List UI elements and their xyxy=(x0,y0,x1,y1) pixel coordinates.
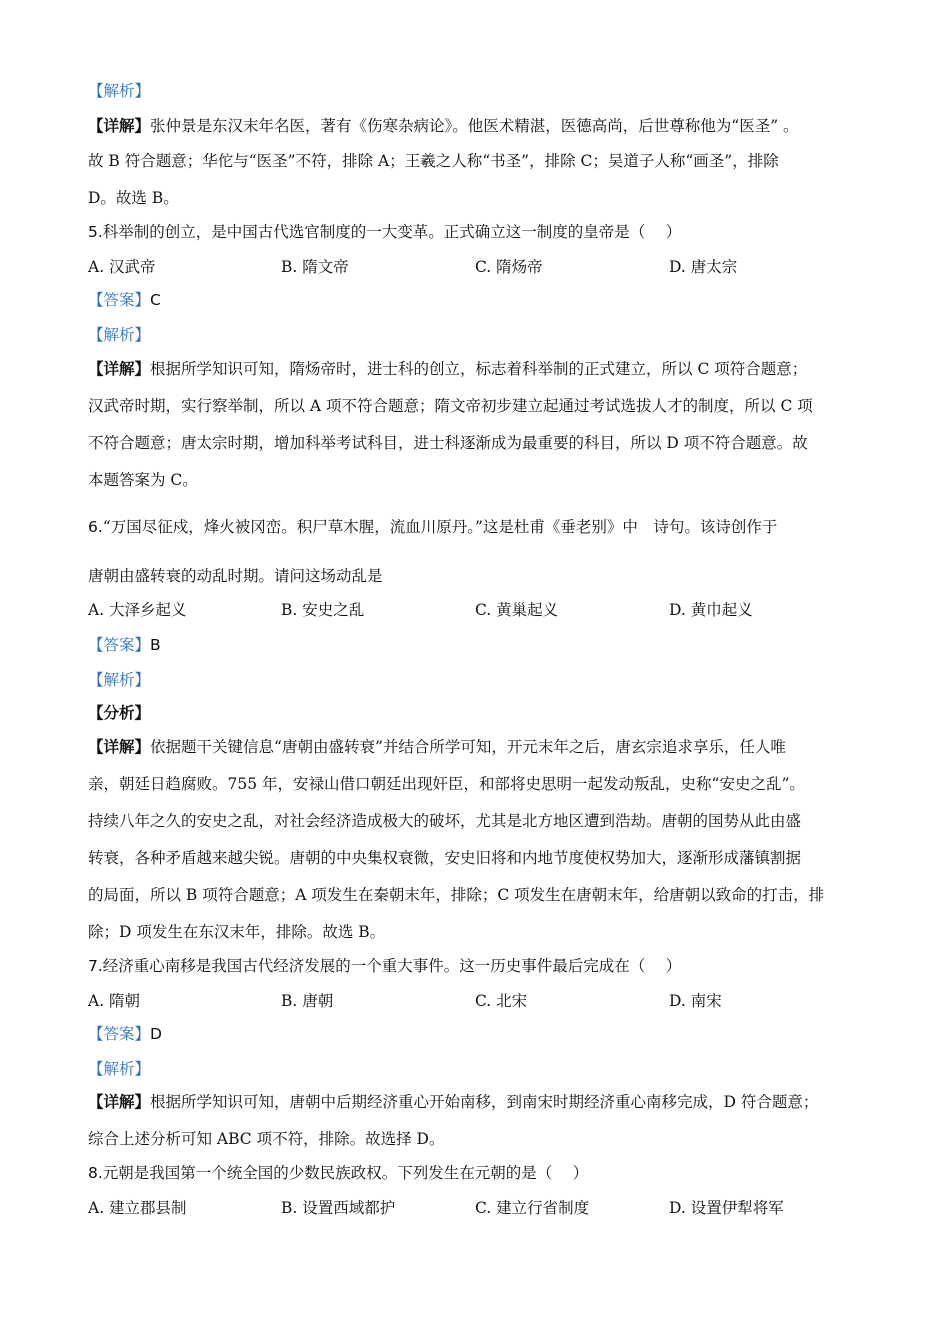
fenxi-tag: 【分析】 xyxy=(88,703,151,722)
option-a: A. 建立郡县制 xyxy=(88,1199,187,1217)
detail-line: 的局面，所以 B 项符合题意；A 项发生在秦朝末年，排除；C 项发生在唐朝末年，给唐朝以致命的打击，排 xyxy=(88,886,825,904)
option-b: B. 设置西域都护 xyxy=(281,1199,396,1217)
detail-tag: 【详解】 xyxy=(88,737,151,756)
question-number: 6. xyxy=(88,518,103,536)
answer-value: C xyxy=(150,291,161,309)
detail-tag: 【详解】 xyxy=(88,1092,151,1111)
answer-tag: 【答案】 xyxy=(88,291,151,309)
detail-line: 亲，朝廷日趋腐败。755 年，安禄山借口朝廷出现奸臣，和部将史思明一起发动叛乱，史称“安史之乱”。 xyxy=(88,775,805,793)
analysis-tag: 【解析】 xyxy=(88,82,151,100)
analysis-label xyxy=(88,325,150,345)
option-c: C. 建立行省制度 xyxy=(475,1199,590,1217)
detail-line: 本题答案为 C。 xyxy=(88,471,198,489)
question-text: 经济重心南移是我国古代经济发展的一个重大事件。这一历史事件最后完成在（ ） xyxy=(102,957,682,975)
option-d: D. 南宋 xyxy=(669,992,722,1010)
analysis-label xyxy=(88,81,150,101)
option-b: B. 唐朝 xyxy=(281,992,334,1010)
detail-text: 根据所学知识可知，隋炀帝时，进士科的创立，标志着科举制的正式建立，所以 C 项符合题意； xyxy=(150,360,808,378)
option-c: C. 隋炀帝 xyxy=(475,258,543,276)
analysis-tag: 【解析】 xyxy=(88,671,151,689)
question-number: 7. xyxy=(88,957,103,975)
analysis-label xyxy=(88,1059,150,1079)
option-c: C. 北宋 xyxy=(475,992,528,1010)
detail-tag: 【详解】 xyxy=(88,116,151,135)
detail-line: 故 B 符合题意；华佗与“医圣”不符，排除 A；王羲之人称“书圣”，排除 C；吴道子人称“画圣”，排除 xyxy=(88,152,779,170)
option-d: D. 设置伊犁将军 xyxy=(669,1199,784,1217)
detail-text: 张仲景是东汉末年名医，著有《伤寒杂病论》。他医术精湛，医德高尚，后世尊称他为“医圣” 。 xyxy=(150,117,799,135)
answer-tag: 【答案】 xyxy=(88,1025,151,1043)
option-b: B. 隋文帝 xyxy=(281,258,349,276)
analysis-label xyxy=(88,670,150,690)
question-number: 8. xyxy=(88,1164,103,1182)
answer-line xyxy=(88,635,161,655)
analysis-tag: 【解析】 xyxy=(88,326,151,344)
question-6-stem xyxy=(88,517,777,537)
option-a: A. 汉武帝 xyxy=(88,258,156,276)
detail-line: 综合上述分析可知 ABC 项不符，排除。故选择 D。 xyxy=(88,1130,445,1148)
analysis-tag: 【解析】 xyxy=(88,1060,151,1078)
question-6-stem-cont: 唐朝由盛转衰的动乱时期。请问这场动乱是 xyxy=(88,567,383,585)
answer-line xyxy=(88,290,161,310)
answer-line xyxy=(88,1024,162,1044)
detail-text: 依据题干关键信息“唐朝由盛转衰”并结合所学可知，开元末年之后，唐玄宗追求享乐，任人唯 xyxy=(150,738,786,756)
option-d: D. 黄巾起义 xyxy=(669,601,753,619)
option-a: A. 大泽乡起义 xyxy=(88,601,187,619)
answer-value: D xyxy=(150,1025,162,1043)
question-number: 5. xyxy=(88,223,103,241)
question-text: 元朝是我国第一个统全国的少数民族政权。下列发生在元朝的是（ ） xyxy=(102,1164,589,1182)
detail-text: 根据所学知识可知，唐朝中后期经济重心开始南移，到南宋时期经济重心南移完成，D 符合题意； xyxy=(150,1093,819,1111)
option-a: A. 隋朝 xyxy=(88,992,141,1010)
question-7-stem xyxy=(88,956,681,976)
option-b: B. 安史之乱 xyxy=(281,601,365,619)
detail-line: 不符合题意；唐太宗时期，增加科举考试科目，进士科逐渐成为最重要的科目，所以 D 项不符合题意。故 xyxy=(88,434,808,452)
detail-line xyxy=(88,359,807,379)
question-text: 科举制的创立，是中国古代选官制度的一大变革。正式确立这一制度的皇帝是（ ） xyxy=(102,223,682,241)
detail-line: 转衰，各种矛盾越来越尖锐。唐朝的中央集权衰微，安史旧将和内地节度使权势加大，逐渐形成藩镇割据 xyxy=(88,849,802,867)
answer-tag: 【答案】 xyxy=(88,636,151,654)
detail-line xyxy=(88,737,786,757)
option-c: C. 黄巢起义 xyxy=(475,601,559,619)
detail-line: D。故选 B。 xyxy=(88,189,179,207)
question-5-stem xyxy=(88,222,681,242)
detail-line xyxy=(88,116,799,136)
question-8-stem xyxy=(88,1163,588,1183)
answer-value: B xyxy=(150,636,161,654)
fenxi-label xyxy=(88,703,150,723)
detail-line: 持续八年之久的安史之乱，对社会经济造成极大的破坏，尤其是北方地区遭到浩劫。唐朝的国势从此由盛 xyxy=(88,812,802,830)
question-text: “万国尽征戍，烽火被冈峦。积尸草木腥，流血川原丹。”这是杜甫《垂老别》中 诗句。该诗创作于 xyxy=(102,518,778,536)
detail-line xyxy=(88,1092,818,1112)
detail-tag: 【详解】 xyxy=(88,359,151,378)
detail-line: 汉武帝时期，实行察举制，所以 A 项不符合题意；隋文帝初步建立起通过考试选拔人才的制度，所以 C 项 xyxy=(88,397,813,415)
option-d: D. 唐太宗 xyxy=(669,258,738,276)
detail-line: 除；D 项发生在东汉末年，排除。故选 B。 xyxy=(88,923,386,941)
